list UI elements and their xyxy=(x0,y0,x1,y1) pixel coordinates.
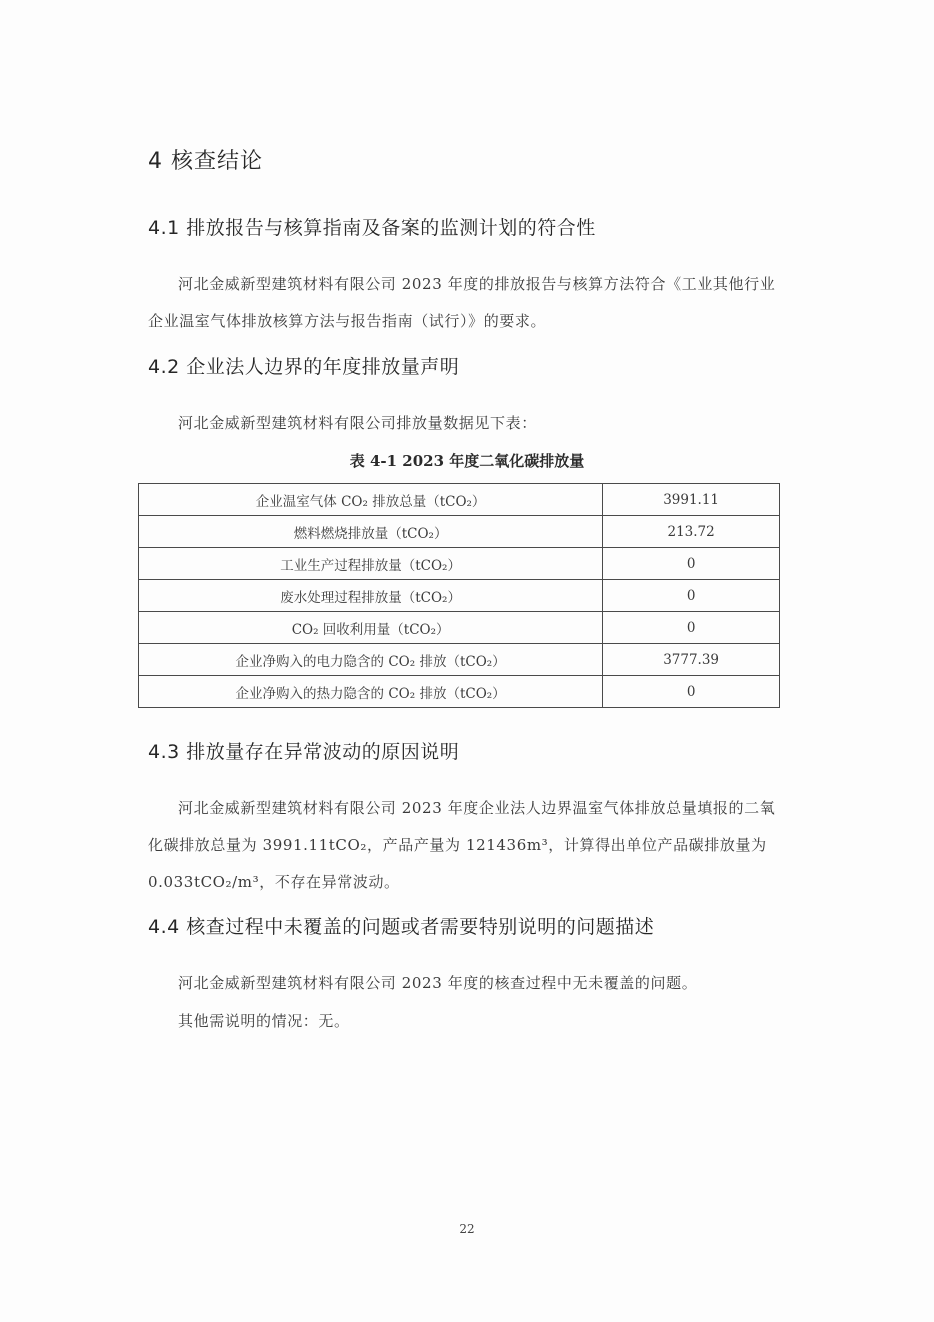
table-row xyxy=(139,612,780,644)
row-value: 0 xyxy=(603,548,780,580)
row-value: 0 xyxy=(603,676,780,708)
row-value: 0 xyxy=(603,580,780,612)
heading-4-4: 4.4 核查过程中未覆盖的问题或者需要特别说明的问题描述 xyxy=(148,916,655,938)
table-row xyxy=(139,644,780,676)
page-number: 22 xyxy=(459,1222,475,1236)
row-label: 企业温室气体 CO₂ 排放总量（tCO₂） xyxy=(139,484,603,516)
table-row xyxy=(139,580,780,612)
emissions-table xyxy=(138,483,780,708)
row-label: CO₂ 回收利用量（tCO₂） xyxy=(139,612,603,644)
row-label: 工业生产过程排放量（tCO₂） xyxy=(139,548,603,580)
row-label: 企业净购入的电力隐含的 CO₂ 排放（tCO₂） xyxy=(139,644,603,676)
table-row xyxy=(139,548,780,580)
table-row xyxy=(139,516,780,548)
section-title: 4 核查结论 xyxy=(148,149,263,174)
paragraph-4-2: 河北金威新型建筑材料有限公司排放量数据见下表： xyxy=(178,414,537,432)
paragraph-4-1: 河北金威新型建筑材料有限公司 2023 年度的排放报告与核算方法符合《工业其他行业企业温室气体排放核算方法与报告指南（试行）》的要求。 xyxy=(148,275,776,330)
row-label: 企业净购入的热力隐含的 CO₂ 排放（tCO₂） xyxy=(139,676,603,708)
row-label: 废水处理过程排放量（tCO₂） xyxy=(139,580,603,612)
row-label: 燃料燃烧排放量（tCO₂） xyxy=(139,516,603,548)
row-value: 3991.11 xyxy=(603,484,780,516)
heading-4-2: 4.2 企业法人边界的年度排放量声明 xyxy=(148,356,460,378)
heading-4-1: 4.1 排放报告与核算指南及备案的监测计划的符合性 xyxy=(148,217,596,239)
paragraph-4-4-a: 河北金威新型建筑材料有限公司 2023 年度的核查过程中无未覆盖的问题。 xyxy=(178,974,698,992)
table-row xyxy=(139,484,780,516)
table-caption: 表 4-1 2023 年度二氧化碳排放量 xyxy=(349,452,585,470)
paragraph-4-4-b: 其他需说明的情况：无。 xyxy=(178,1012,350,1030)
table-row xyxy=(139,676,780,708)
row-value: 0 xyxy=(603,612,780,644)
paragraph-4-3: 河北金威新型建筑材料有限公司 2023 年度企业法人边界温室气体排放总量填报的二氧化碳排放总量为 3991.11tCO₂，产品产量为 121436m³，计算得出单位产品碳排放量为 0.033tCO₂/m³，不存在异常波动。 xyxy=(148,799,776,891)
row-value: 3777.39 xyxy=(603,644,780,676)
heading-4-3: 4.3 排放量存在异常波动的原因说明 xyxy=(148,741,460,763)
row-value: 213.72 xyxy=(603,516,780,548)
